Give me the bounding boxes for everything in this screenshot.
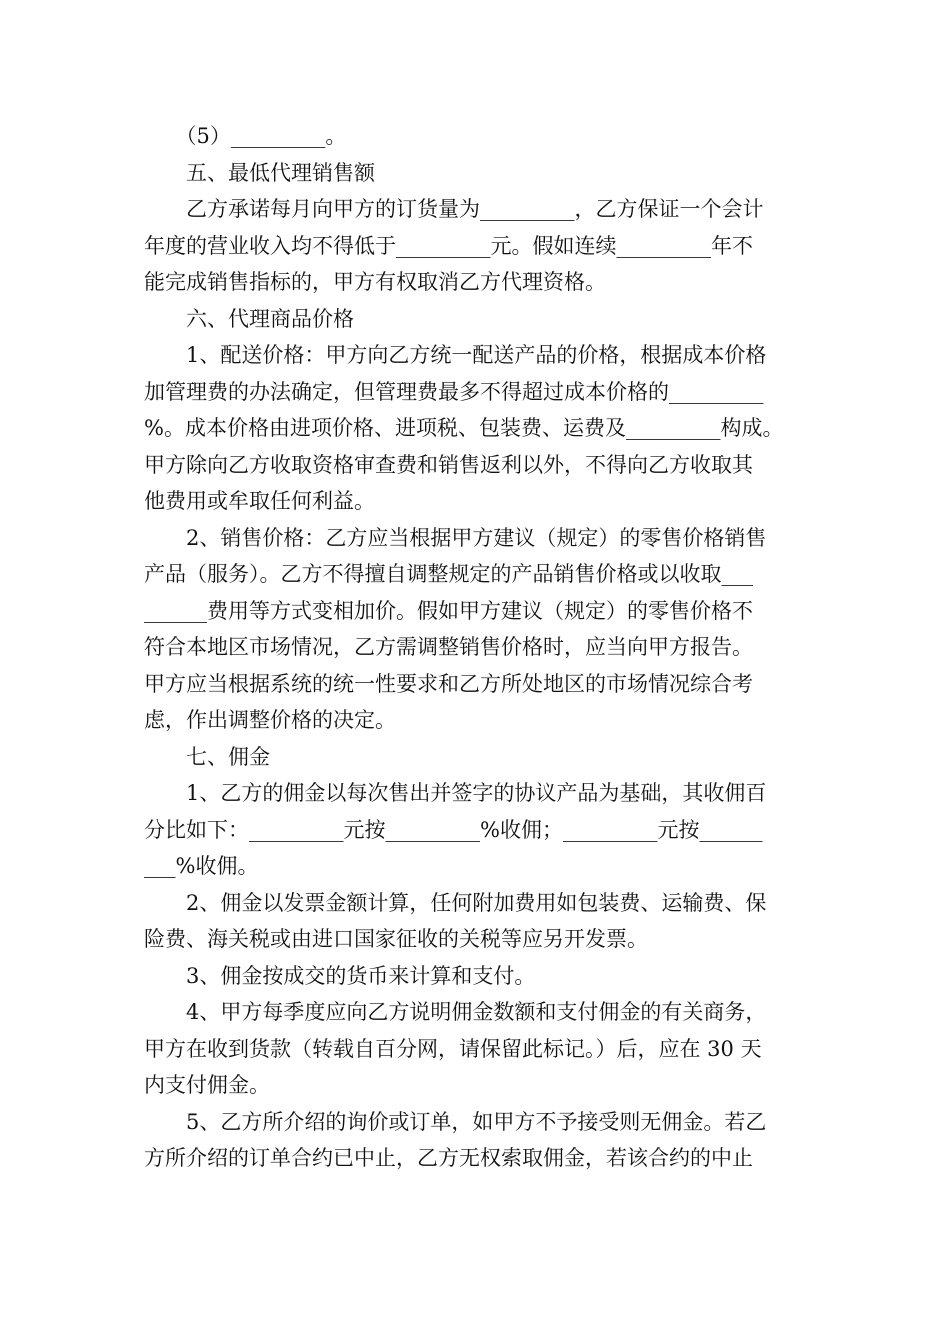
text-line: 5、乙方所介绍的询价或订单，如甲方不予接受则无佣金。若乙 [144, 1109, 767, 1134]
text-line: 险费、海关税或由进口国家征收的关税等应另开发票。 [144, 927, 648, 951]
section-heading: 五、最低代理销售额 [144, 160, 375, 185]
text-line: 他费用或牟取任何利益。 [144, 489, 375, 513]
text-line: %。成本价格由进项价格、进项税、包装费、运费及_________构成。 [144, 416, 784, 440]
text-line: 2、佣金以发票金额计算，任何附加费用如包装费、运输费、保 [144, 890, 767, 915]
text-line: 甲方在收到货款（转载自百分网，请保留此标记。）后，应在 30 天 [144, 1036, 762, 1061]
text-line: 乙方承诺每月向甲方的订货量为_________，乙方保证一个会计 [144, 197, 764, 221]
text-line: 甲方应当根据系统的统一性要求和乙方所处地区的市场情况综合考 [144, 671, 753, 696]
text-line: （5）_________。 [144, 124, 347, 148]
text-line: 产品（服务）。乙方不得擅自调整规定的产品销售价格或以收取___ [144, 562, 753, 586]
text-line: 方所介绍的订单合约已中止，乙方无权索取佣金，若该合约的中止 [144, 1146, 753, 1170]
text-line: 虑，作出调整价格的决定。 [144, 708, 396, 732]
text-line: 3、佣金按成交的货币来计算和支付。 [144, 963, 536, 988]
text-line: 1、乙方的佣金以每次售出并签字的协议产品为基础，其收佣百 [144, 781, 767, 805]
text-line: 2、销售价格：乙方应当根据甲方建议（规定）的零售价格销售 [144, 525, 767, 550]
text-line: 加管理费的办法确定，但管理费最多不得超过成本价格的_________ [144, 379, 764, 404]
text-line: ___%收佣。 [144, 854, 259, 878]
text-line: 年度的营业收入均不得低于_________元。假如连续_________年不 [144, 233, 753, 258]
text-line: 1、配送价格：甲方向乙方统一配送产品的价格，根据成本价格 [144, 343, 767, 367]
text-line: 符合本地区市场情况，乙方需调整销售价格时，应当向甲方报告。 [144, 635, 753, 659]
text-line: 能完成销售指标的，甲方有权取消乙方代理资格。 [144, 270, 606, 294]
text-line: 分比如下：_________元按_________%收佣；_________元按______ [144, 817, 763, 842]
text-line: 4、甲方每季度应向乙方说明佣金数额和支付佣金的有关商务， [144, 1000, 767, 1024]
text-line: 甲方除向乙方收取资格审查费和销售返利以外，不得向乙方收取其 [144, 452, 753, 477]
text-line: 内支付佣金。 [144, 1073, 270, 1097]
section-heading: 七、佣金 [144, 744, 270, 769]
text-line: ______费用等方式变相加价。假如甲方建议（规定）的零售价格不 [144, 598, 753, 623]
section-heading: 六、代理商品价格 [144, 306, 354, 331]
